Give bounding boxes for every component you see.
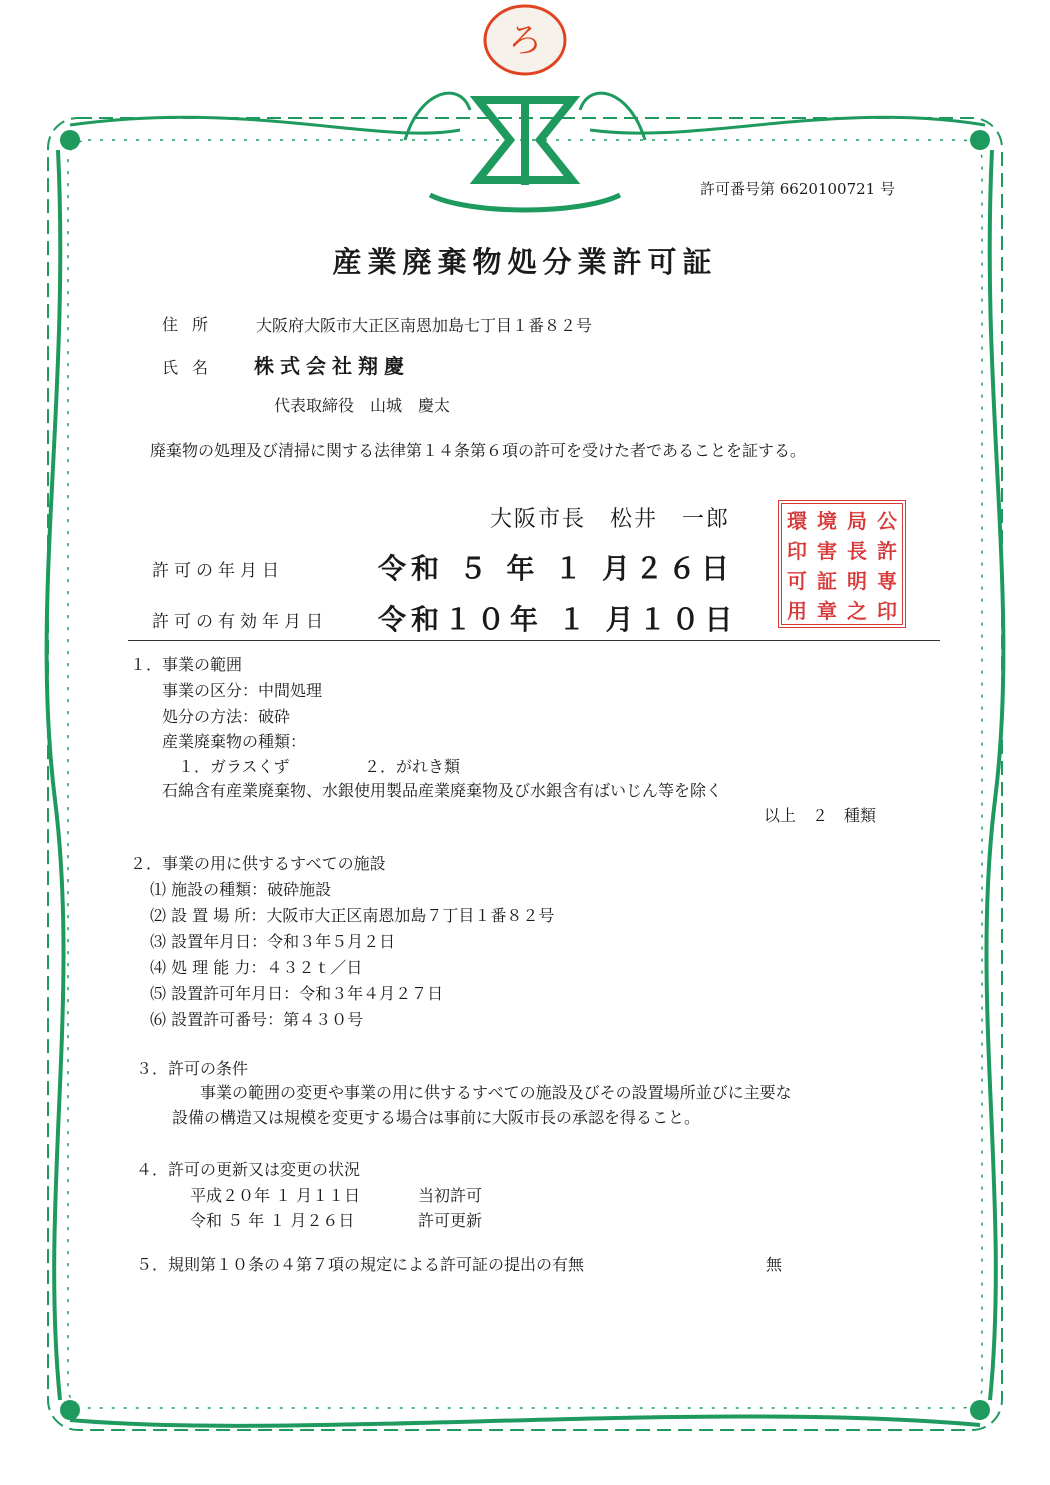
facility-item: ⑸ 設置許可年月日：令和３年４月２７日 <box>150 984 444 1003</box>
business-category: 事業の区分：中間処理 <box>162 681 323 700</box>
seal-character: 之 <box>847 598 867 623</box>
seal-character: 長 <box>847 538 867 563</box>
history-date: 令和 ５ 年 １ 月２６日 <box>190 1211 355 1230</box>
section2-heading: ２．事業の用に供するすべての施設 <box>130 854 386 873</box>
valid-date: 令和１０年 １ 月１０日 <box>378 603 738 636</box>
permit-number: 許可番号第 6620100721 号 <box>700 180 895 198</box>
divider <box>128 640 940 641</box>
document-title: 産業廃棄物処分業許可証 <box>332 245 718 279</box>
facility-item: ⑵ 設 置 場 所：大阪市大正区南恩加島７丁目１番８２号 <box>150 906 555 925</box>
seal-character: 用 <box>787 598 807 623</box>
section3-heading: ３．許可の条件 <box>136 1059 249 1078</box>
seal-character: 許 <box>877 538 897 563</box>
address-label: 住所 <box>162 315 223 334</box>
address-value: 大阪府大阪市大正区南恩加島七丁目１番８２号 <box>256 316 593 335</box>
seal-character: 環 <box>787 508 807 533</box>
seal-character: 害 <box>817 538 837 563</box>
seal-character: 公 <box>877 508 897 533</box>
waste-type-2: ２．がれき類 <box>364 757 461 776</box>
company-name: 株式会社翔慶 <box>254 354 410 378</box>
seal-character: 証 <box>817 568 837 593</box>
conditions-line-1: 事業の範囲の変更や事業の用に供するすべての施設及びその設置場所並びに主要な <box>200 1083 792 1102</box>
seal-character: 境 <box>817 508 837 533</box>
section4-heading: ４．許可の更新又は変更の状況 <box>136 1160 361 1179</box>
section1-heading: １．事業の範囲 <box>130 655 243 674</box>
official-seal <box>778 500 906 628</box>
seal-character: 可 <box>787 568 807 593</box>
representative: 代表取締役 山城 慶太 <box>274 396 451 415</box>
seal-character: 章 <box>817 598 837 623</box>
facility-item: ⑷ 処 理 能 力：４３２ｔ／日 <box>150 958 363 977</box>
certification-text: 廃棄物の処理及び清掃に関する法律第１４条第６項の許可を受けた者であることを証する。 <box>150 441 807 460</box>
name-label: 氏名 <box>162 358 223 377</box>
emblem-icon <box>405 6 645 210</box>
type-total: 以上 ２ 種類 <box>764 806 877 825</box>
issuer: 大阪市長 松井 一郎 <box>490 507 731 532</box>
facility-item: ⑹ 設置許可番号：第４３０号 <box>150 1010 364 1029</box>
facility-item: ⑴ 施設の種類：破砕施設 <box>150 880 332 899</box>
seal-character: 印 <box>877 598 897 623</box>
seal-character: 専 <box>877 568 897 593</box>
history-note: 許可更新 <box>418 1211 483 1230</box>
history-note: 当初許可 <box>418 1186 483 1205</box>
facility-item: ⑶ 設置年月日：令和３年５月２日 <box>150 932 396 951</box>
valid-date-label: 許可の有効年月日 <box>152 612 328 632</box>
exclusion-text: 石綿含有産業廃棄物、水銀使用製品産業廃棄物及び水銀含有ばいじん等を除く <box>162 781 723 800</box>
history-date: 平成２０年 １ 月１１日 <box>190 1186 361 1205</box>
svg-text:ろ: ろ <box>508 21 542 61</box>
disposal-method: 処分の方法：破砕 <box>162 707 291 726</box>
waste-type-1: １．ガラスくず <box>178 757 290 776</box>
permit-date: 令和 ５ 年 １ 月２６日 <box>378 552 734 585</box>
seal-character: 局 <box>847 508 867 533</box>
seal-character: 印 <box>787 538 807 563</box>
submission-value: 無 <box>766 1255 783 1274</box>
permit-date-label: 許可の年月日 <box>152 561 284 581</box>
waste-types-label: 産業廃棄物の種類： <box>162 732 307 751</box>
section5-heading: ５．規則第１０条の４第７項の規定による許可証の提出の有無 <box>136 1255 585 1274</box>
seal-character: 明 <box>847 568 867 593</box>
conditions-line-2: 設備の構造又は規模を変更する場合は事前に大阪市長の承認を得ること。 <box>172 1108 701 1127</box>
